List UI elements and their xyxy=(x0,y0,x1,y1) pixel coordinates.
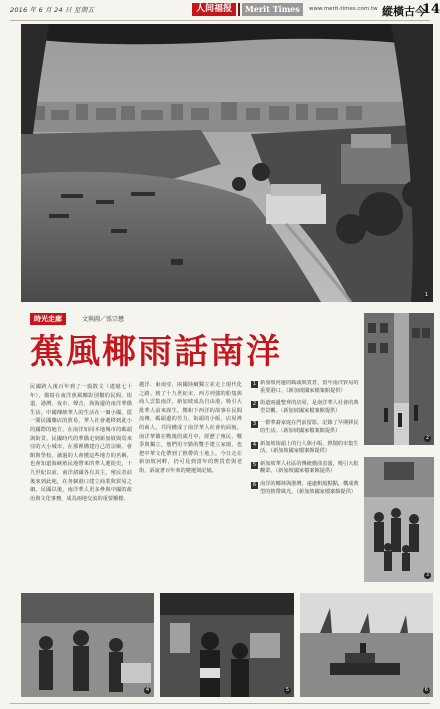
family-photo xyxy=(364,457,434,582)
issue-date: 2016 年 6 月 24 日 星期五 xyxy=(10,6,95,14)
body-column-1: 民國跨入後百年到了一篇散文（遙憶七十年），描寫在南洋蕉風椰影別樹的民間、街道、港灣、夜市、聲音，與海邊的南洋華僑生活。中國傳統華人的生活在一個小國，從一間民國藥店的貿易，華人社會遷移到此小的國際的地方，在南洋如同本地城市的碼頭與街景，民國時代的華僑走到新加坡與馬來亞的大小城市，在那裡構建自己的宗廟、會館與學校。讀過的人會懂這些地方的名稱，也會知道海峽殖民地帶來的華人遷徙史。十九世紀以前，南洋諸國各有其主，殖民者前後來到此地，在各個港口建立商業與貿易之網。民國以後，南洋華人更多參與中國的政治與文化事務，成為兩地交流的重要橋樑。 xyxy=(30,384,132,502)
photo-marker-3: 3 xyxy=(425,572,430,578)
photo-marker-6: 6 xyxy=(424,687,429,693)
photo-marker-5: 5 xyxy=(285,687,290,693)
logo-divider xyxy=(238,3,240,16)
family-photo-image xyxy=(364,457,434,582)
photo-marker-2: 2 xyxy=(425,435,430,441)
caption-text: 街道兩邊整齊的店屋，是南洋華人社會的典型景觀。（新加坡國家檔案館提供） xyxy=(260,400,359,414)
hero-photo xyxy=(21,24,433,302)
caption-item xyxy=(251,400,359,415)
caption-item xyxy=(251,380,359,395)
harbor-boat-photo-image xyxy=(300,593,433,697)
caption-number: 1 xyxy=(252,381,257,387)
article-byline: 文與圖／張宗懋 xyxy=(82,316,125,323)
caption-number: 3 xyxy=(252,421,257,428)
article-kicker: 時光走廊 xyxy=(30,313,66,325)
caption-number: 5 xyxy=(252,461,257,468)
caption-text: 一群華裔家庭在門前留影，記錄了早期移民的生活。（新加坡國家檔案館提供） xyxy=(260,420,359,434)
caption-number: 2 xyxy=(252,401,257,408)
market-photo-image xyxy=(21,593,154,697)
caption-text: 新加坡街頭上的行人與小販，熱鬧的市集生活。（新加坡國家檔案館提供） xyxy=(260,440,359,455)
body-column-2: 越洋、東南亞，兩國陸續獨立並走上現代化之路。到了十九世紀末，西方列強的船隻與商人雲集南洋，新加坡成為自由港，吸引大批華人前來謀生。鄭和下西洋的故事在民間流傳，碼頭邊的苦力、街頭的小販、店屋裡的商人，共同構成了南洋華人社會的面貌。南洋華僑在戰後的歲月中，經歷了殖民、戰爭與獨立，他們用辛勤的雙手建立家園，也把中華文化帶到了熱帶的土地上。今日走在新加坡河畔，仍可見到當年的舊貨倉與老街，訴說著百年來的變遷與記憶。 xyxy=(139,382,242,474)
performance-photo-image xyxy=(160,593,294,697)
page-number: 14 xyxy=(422,2,440,17)
street-photo-image xyxy=(364,313,434,445)
masthead-logo xyxy=(192,3,303,16)
photo-marker-4: 4 xyxy=(145,687,150,693)
hero-photo-image xyxy=(21,24,433,302)
caption-item xyxy=(251,481,359,496)
caption-item xyxy=(251,461,359,476)
caption-number: 6 xyxy=(252,481,257,488)
caption-text: 新加坡華人社區的傳統戲曲表演，吸引大批觀眾。（新加坡國家檔案館提供） xyxy=(260,460,359,475)
logo-cn: 人间福报 xyxy=(192,3,236,16)
section-name: 縱橫古今 xyxy=(382,5,426,18)
street-photo xyxy=(364,313,434,445)
performance-photo xyxy=(160,593,294,697)
footer-rule xyxy=(10,703,430,704)
article-title: 蕉風椰雨話南洋 xyxy=(30,332,282,372)
market-photo xyxy=(21,593,154,697)
page-header xyxy=(10,2,440,21)
website-url: www.merit-times.com.tw xyxy=(309,6,378,12)
logo-en: Merit Times xyxy=(242,3,303,16)
caption-text: 新加坡河邊的碼頭與貨倉，當年南洋貿易的重要港口。（新加坡國家檔案館提供） xyxy=(260,380,359,394)
caption-item xyxy=(251,441,359,456)
caption-text: 南洋的椰林與港灣，遠處帆船點點，構成典型的熱帶風光。（新加坡國家檔案館提供） xyxy=(260,480,359,495)
photo-marker-1: 1 xyxy=(424,292,429,298)
caption-item xyxy=(251,420,359,435)
photo-captions xyxy=(251,380,359,576)
caption-number: 4 xyxy=(252,441,257,448)
harbor-boat-photo xyxy=(300,593,433,697)
